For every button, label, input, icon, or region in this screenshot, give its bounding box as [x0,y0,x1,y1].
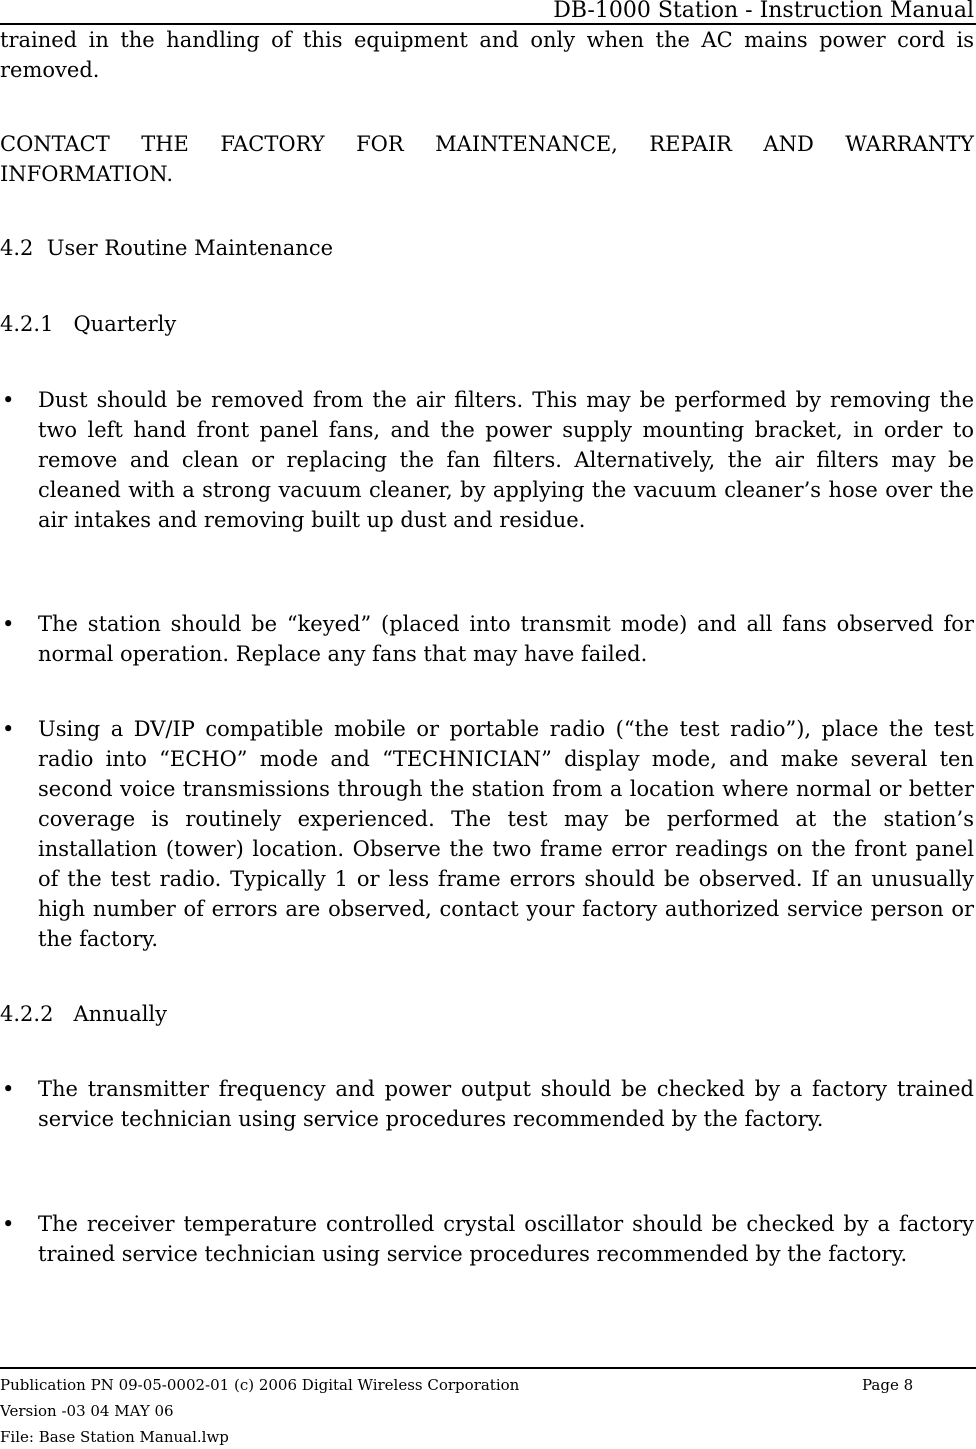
bullet-icon: • [2,388,15,412]
list-item-text: Dust should be removed from the air filters. This may be performed by removing the two left hand front panel fans, and the power supply mounting bracket, in order to remove and clean or replacing the fan filters. Alternatively, the air filters may be cleaned with a strong vacuum cleaner, by applying the vacuum cleaner’s hose over the air intakes and removing built up dust and residue. [38,388,974,532]
footer-file: File: Base Station Manual.lwp [0,1428,229,1446]
bullet-icon: • [2,717,15,741]
list-item-text: The station should be “keyed” (placed into transmit mode) and all fans observed for normal operation. Replace any fans that may have failed. [38,612,974,666]
list-item-annual-2 [0,1209,974,1269]
running-header-title: DB-1000 Station - Instruction Manual [553,0,974,23]
list-item-text: The receiver temperature controlled crystal oscillator should be checked by a factory trained service technician using service procedures recommended by the factory. [38,1212,974,1266]
list-item-text: The transmitter frequency and power output should be checked by a factory trained service technician using service procedures recommended by the factory. [38,1077,974,1131]
footer-page-number: Page 8 [862,1376,914,1394]
section-heading-4-2-2: 4.2.2 Annually [0,1002,168,1026]
contact-notice: CONTACT THE FACTORY FOR MAINTENANCE, REPAIR AND WARRANTY INFORMATION. [0,132,974,186]
section-heading-4-2-1: 4.2.1 Quarterly [0,312,177,336]
list-item-quarterly-1 [0,385,974,535]
bullet-icon: • [2,612,15,636]
list-item-quarterly-3 [0,714,974,954]
list-item-quarterly-2 [0,609,974,669]
list-item-annual-1 [0,1074,974,1134]
footer-version: Version -03 04 MAY 06 [0,1402,174,1420]
list-item-text: Using a DV/IP compatible mobile or portable radio (“the test radio”), place the test radio into “ECHO” mode and “TECHNICIAN” display mode, and make several ten second voice transmissions through the station from a location where normal or better coverage is routinely experienced. The test may be performed at the station’s installation (tower) location. Observe the two frame error readings on the front panel of the test radio. Typically 1 or less frame errors should be observed. If an unusually high number of errors are observed, contact your factory authorized service person or the factory. [38,717,974,951]
section-heading-4-2: 4.2 User Routine Maintenance [0,236,334,260]
footer-publication: Publication PN 09-05-0002-01 (c) 2006 Digital Wireless Corporation [0,1376,520,1394]
intro-paragraph: trained in the handling of this equipment and only when the AC mains power cord is removed. [0,28,974,82]
bullet-icon: • [2,1212,15,1236]
footer-rule [0,1367,976,1369]
bullet-icon: • [2,1077,15,1101]
